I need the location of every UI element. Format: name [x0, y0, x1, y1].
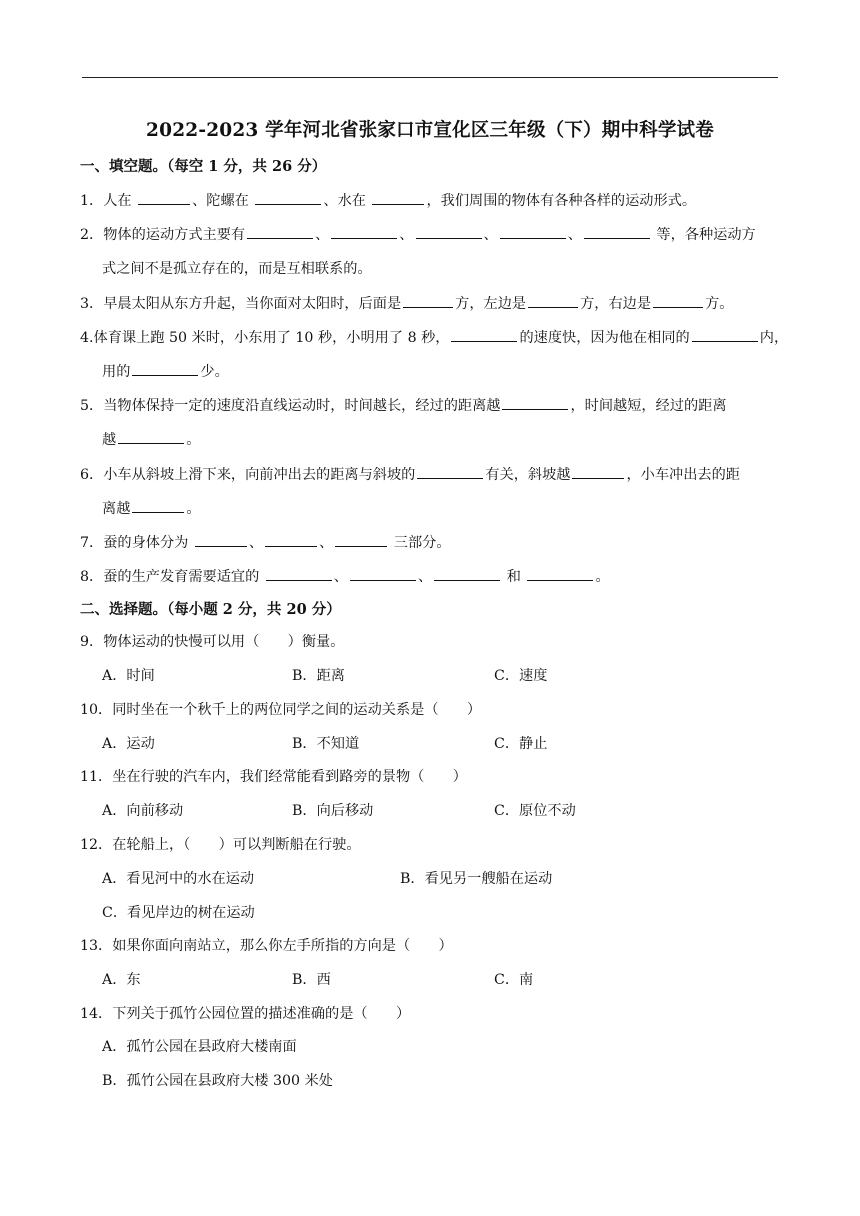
option-b[interactable]: B．向后移动	[292, 803, 374, 819]
answer-blank[interactable]	[653, 292, 703, 308]
question-5-cont: 越 。	[102, 428, 200, 449]
option-b[interactable]: B．距离	[292, 668, 345, 684]
option-a[interactable]: A．东	[102, 972, 141, 988]
question-5: 5．当物体保持一定的速度沿直线运动时，时间越长，经过的距离越 ，时间越短，经过的距离	[80, 394, 727, 415]
answer-blank[interactable]	[572, 463, 624, 479]
answer-blank[interactable]	[255, 189, 321, 205]
answer-blank[interactable]	[372, 189, 424, 205]
answer-blank[interactable]	[195, 531, 247, 547]
question-13: 13．如果你面向南站立，那么你左手所指的方向是（ ）	[80, 938, 453, 954]
answer-blank[interactable]	[247, 223, 313, 239]
question-12: 12．在轮船上，（ ）可以判断船在行驶。	[80, 837, 361, 853]
option-c[interactable]: C．看见岸边的树在运动	[102, 905, 255, 921]
answer-blank[interactable]	[584, 223, 650, 239]
option-b[interactable]: B．西	[292, 972, 331, 988]
option-a[interactable]: A．孤竹公园在县政府大楼南面	[102, 1039, 297, 1055]
page-title: 2022-2023 学年河北省张家口市宣化区三年级（下）期中科学试卷	[146, 120, 714, 141]
option-b[interactable]: B．孤竹公园在县政府大楼 300 米处	[102, 1073, 333, 1089]
answer-blank[interactable]	[138, 189, 190, 205]
answer-blank[interactable]	[416, 223, 482, 239]
question-7: 7．蚕的身体分为 、 、 三部分。	[80, 531, 451, 552]
option-a[interactable]: A．运动	[102, 736, 155, 752]
question-4: 4.体育课上跑 50 米时，小东用了 10 秒，小明用了 8 秒， 的速度快，因为他在相同的 内，	[80, 326, 788, 347]
question-10: 10．同时坐在一个秋千上的两位同学之间的运动关系是（ ）	[80, 702, 482, 718]
header-rule	[82, 77, 778, 78]
question-14: 14．下列关于孤竹公园位置的描述准确的是（ ）	[80, 1006, 411, 1022]
section-heading-fill-blank: 一、填空题。（每空 1 分，共 26 分）	[80, 158, 327, 175]
option-a[interactable]: A．时间	[102, 668, 155, 684]
answer-blank[interactable]	[350, 565, 416, 581]
option-b[interactable]: B．看见另一艘船在运动	[400, 871, 553, 887]
option-a[interactable]: A．向前移动	[102, 803, 184, 819]
answer-blank[interactable]	[403, 292, 453, 308]
option-c[interactable]: C．南	[494, 972, 534, 988]
question-11: 11．坐在行驶的汽车内，我们经常能看到路旁的景物（ ）	[80, 769, 467, 785]
section-heading-multiple-choice: 二、选择题。（每小题 2 分，共 20 分）	[80, 601, 341, 618]
question-1: 1．人在 、陀螺在 、水在 ，我们周围的物体有各种各样的运动形式。	[80, 189, 696, 210]
option-c[interactable]: C．静止	[494, 736, 548, 752]
answer-blank[interactable]	[335, 531, 387, 547]
answer-blank[interactable]	[692, 326, 758, 342]
question-2: 2．物体的运动方式主要有 、 、 、 、 等，各种运动方	[80, 223, 756, 244]
option-c[interactable]: C．速度	[494, 668, 548, 684]
option-c[interactable]: C．原位不动	[494, 803, 576, 819]
answer-blank[interactable]	[502, 394, 568, 410]
answer-blank[interactable]	[266, 565, 332, 581]
question-6: 6．小车从斜坡上滑下来，向前冲出去的距离与斜坡的 有关，斜坡越 ，小车冲出去的距	[80, 463, 740, 484]
option-b[interactable]: B．不知道	[292, 736, 360, 752]
question-8: 8．蚕的生产发育需要适宜的 、 、 和 。	[80, 565, 610, 586]
answer-blank[interactable]	[434, 565, 500, 581]
answer-blank[interactable]	[528, 292, 578, 308]
question-2-cont: 式之间不是孤立存在的，而是互相联系的。	[102, 261, 372, 277]
answer-blank[interactable]	[132, 497, 184, 513]
answer-blank[interactable]	[417, 463, 483, 479]
question-4-cont: 用的 少。	[102, 360, 229, 381]
answer-blank[interactable]	[118, 428, 184, 444]
answer-blank[interactable]	[132, 360, 198, 376]
question-9: 9．物体运动的快慢可以用（ ）衡量。	[80, 634, 345, 650]
question-6-cont: 离越 。	[102, 497, 201, 518]
answer-blank[interactable]	[500, 223, 566, 239]
question-3: 3．早晨太阳从东方升起，当你面对太阳时，后面是 方，左边是 方，右边是 方。	[80, 292, 733, 313]
answer-blank[interactable]	[527, 565, 593, 581]
option-a[interactable]: A．看见河中的水在运动	[102, 871, 255, 887]
answer-blank[interactable]	[331, 223, 397, 239]
answer-blank[interactable]	[265, 531, 317, 547]
answer-blank[interactable]	[451, 326, 517, 342]
